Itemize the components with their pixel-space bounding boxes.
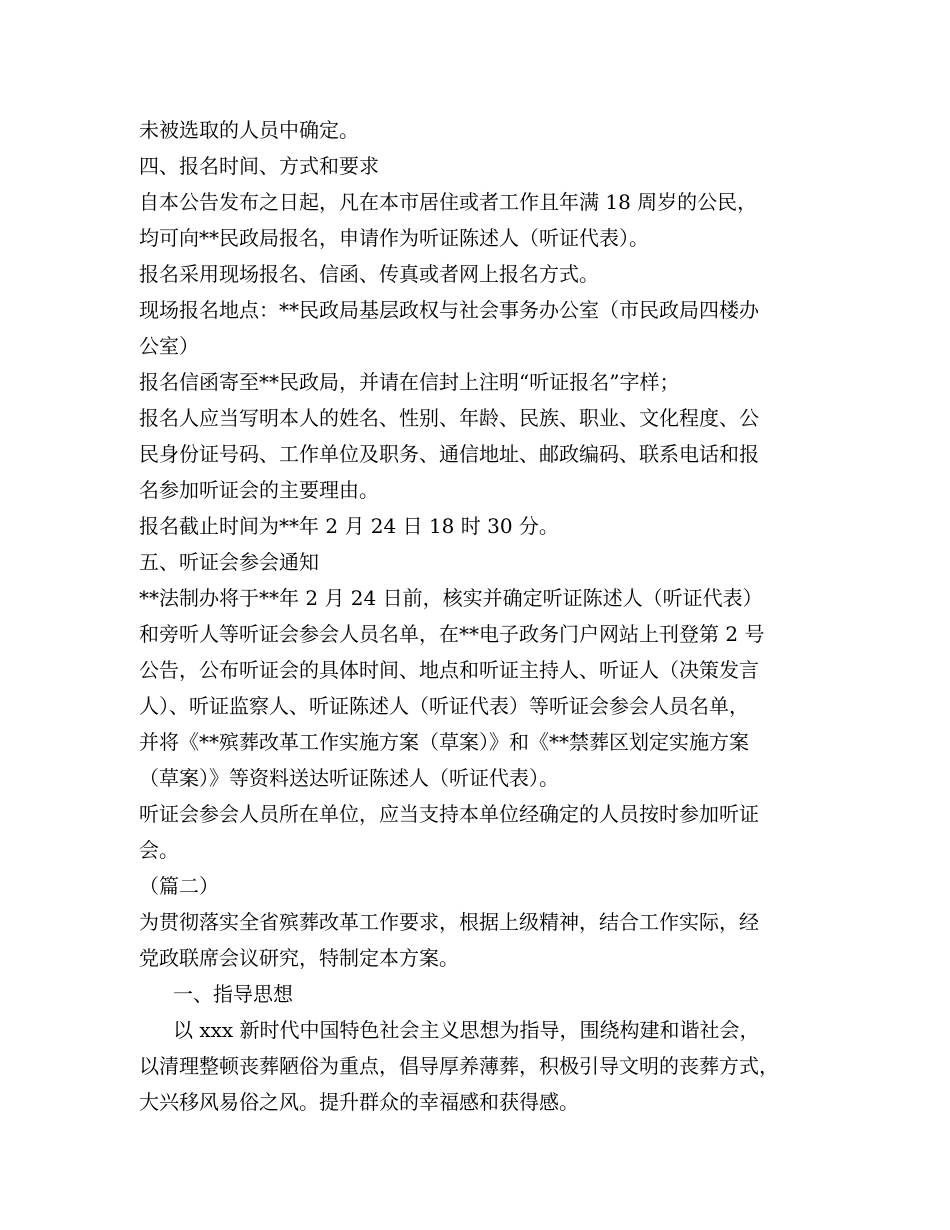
text-line: 和旁听人等听证会参会人员名单，在**电子政务门户网站上刊登第 2 号 xyxy=(139,622,765,646)
text-line: 并将《**殡葬改革工作实施方案（草案）》和《**禁葬区划定实施方案 xyxy=(139,730,749,754)
text-line: 报名信函寄至**民政局，并请在信封上注明“听证报名”字样； xyxy=(139,370,680,394)
text-line: 以 xxx 新时代中国特色社会主义思想为指导，围绕构建和谐社会， xyxy=(173,1018,760,1042)
section-heading-guiding-ideology: 一、指导思想 xyxy=(173,982,293,1006)
text-line: 听证会参会人员所在单位，应当支持本单位经确定的人员按时参加听证 xyxy=(139,802,759,826)
text-line: 未被选取的人员中确定。 xyxy=(139,118,359,142)
document-body xyxy=(139,112,819,1120)
text-line: 会。 xyxy=(139,838,179,862)
text-line: 民身份证号码、工作单位及职务、通信地址、邮政编码、联系电话和报 xyxy=(139,442,759,466)
text-line: 名参加听证会的主要理由。 xyxy=(139,478,379,502)
text-line: 以清理整顿丧葬陋俗为重点，倡导厚养薄葬，积极引导文明的丧葬方式， xyxy=(139,1054,779,1078)
text-line: 均可向**民政局报名，申请作为听证陈述人（听证代表）。 xyxy=(139,226,649,250)
text-line: 公室） xyxy=(139,334,199,358)
text-line: （草案）》等资料送达听证陈述人（听证代表）。 xyxy=(139,766,559,790)
text-line: 人）、听证监察人、听证陈述人（听证代表）等听证会参会人员名单， xyxy=(139,694,749,718)
part-two-heading: （篇二） xyxy=(139,874,219,898)
section-heading-registration: 四、报名时间、方式和要求 xyxy=(139,154,379,178)
text-line: 自本公告发布之日起，凡在本市居住或者工作且年满 18 周岁的公民， xyxy=(139,190,758,214)
text-line: 大兴移风易俗之风。提升群众的幸福感和获得感。 xyxy=(139,1090,579,1114)
text-line: 现场报名地点：**民政局基层政权与社会事务办公室（市民政局四楼办 xyxy=(139,298,759,322)
text-line: 为贯彻落实全省殡葬改革工作要求，根据上级精神，结合工作实际，经 xyxy=(139,910,759,934)
text-line: **法制办将于**年 2 月 24 日前，核实并确定听证陈述人（听证代表） xyxy=(139,586,763,610)
text-line: 报名截止时间为**年 2 月 24 日 18 时 30 分。 xyxy=(139,514,559,538)
text-line: 报名人应当写明本人的姓名、性别、年龄、民族、职业、文化程度、公 xyxy=(139,406,759,430)
text-line: 报名采用现场报名、信函、传真或者网上报名方式。 xyxy=(139,262,599,286)
text-line: 党政联席会议研究，特制定本方案。 xyxy=(139,946,459,970)
text-line: 公告，公布听证会的具体时间、地点和听证主持人、听证人（决策发言 xyxy=(139,658,759,682)
section-heading-notification: 五、听证会参会通知 xyxy=(139,550,319,574)
